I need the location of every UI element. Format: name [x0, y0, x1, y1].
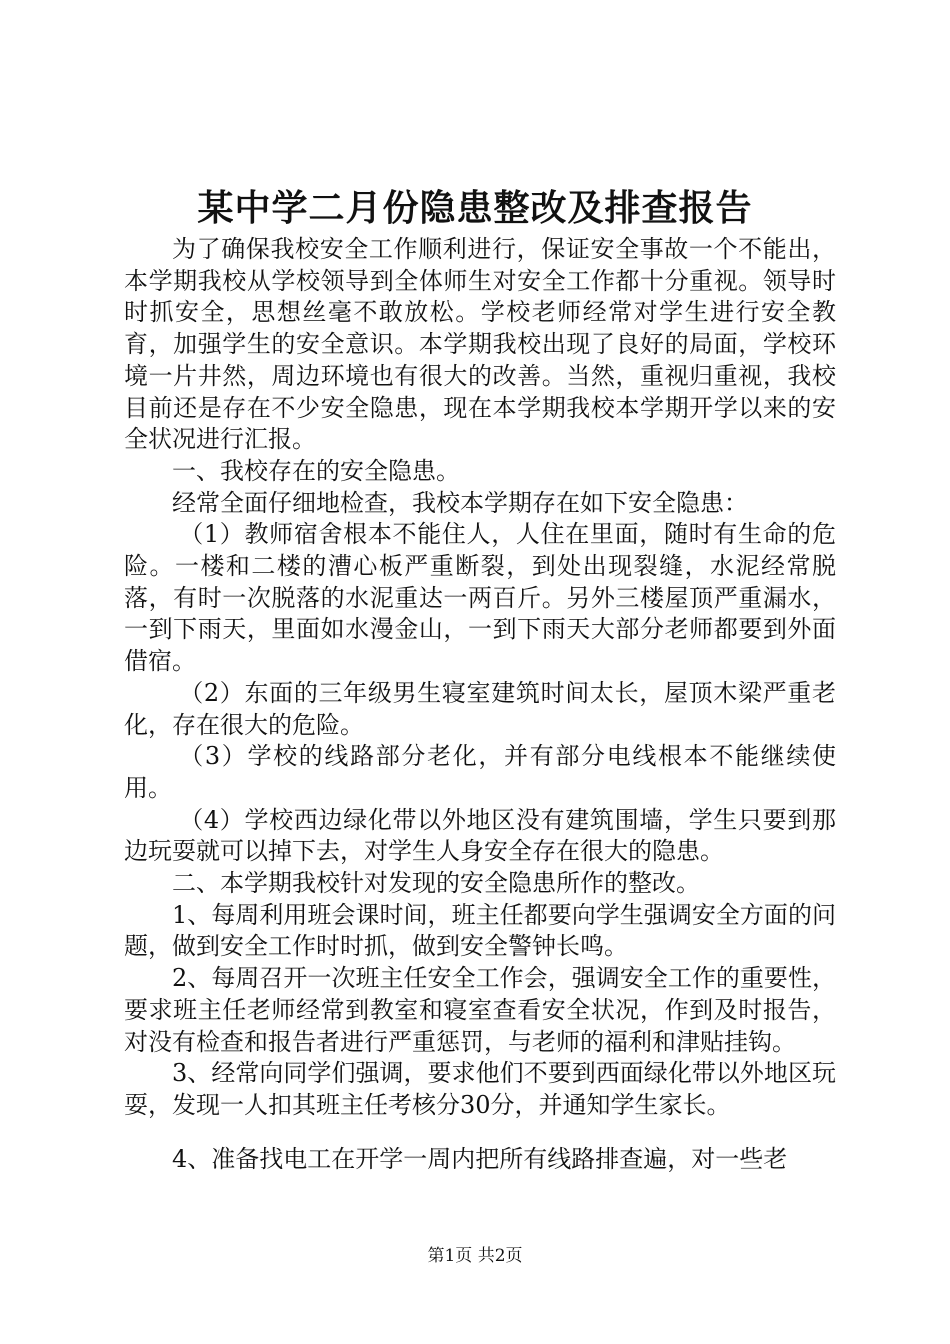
page-footer: 第1页 共2页 — [427, 1246, 523, 1266]
section-heading-hazards: 一、我校存在的安全隐患。 — [172, 456, 460, 485]
rectification-item-2: 2、每周召开一次班主任安全工作会，强调安全工作的重要性，要求班主任老师经常到教室和寝室查看安全状况，作到及时报告，对没有检查和报告者进行严重惩罚，与老师的福利和津贴挂钩。 — [124, 964, 836, 1056]
paragraph-intro: 为了确保我校安全工作顺利进行，保证安全事故一个不能出，本学期我校从学校领导到全体师生对安全工作都十分重视。领导时时抓安全，思想丝毫不敢放松。学校老师经常对学生进行安全教育，加强学生的安全意识。本学期我校出现了良好的局面，学校环境一片井然，周边环境也有很大的改善。当然，重视归重视，我校目前还是存在不少安全隐患，现在本学期我校本学期开学以来的安全状况进行汇报。 — [124, 235, 836, 454]
hazard-item-3: （3）学校的线路部分老化，并有部分电线根本不能继续使用。 — [124, 742, 836, 802]
document-body — [124, 234, 836, 1175]
hazard-item-1: （1）教师宿舍根本不能住人，人住在里面，随时有生命的危险。一楼和二楼的漕心板严重断裂，到处出现裂缝，水泥经常脱落，有时一次脱落的水泥重达一两百斤。另外三楼屋顶严重漏水，一到下雨天，里面如水漫金山，一到下雨天大部分老师都要到外面借宿。 — [124, 520, 836, 676]
paragraph-spacer — [124, 1122, 836, 1144]
section-heading-rectification: 二、本学期我校针对发现的安全隐患所作的整改。 — [172, 869, 700, 898]
rectification-item-3: 3、经常向同学们强调，要求他们不要到西面绿化带以外地区玩耍，发现一人扣其班主任考核分30分，并通知学生家长。 — [124, 1059, 836, 1119]
rectification-item-4: 4、准备找电工在开学一周内把所有线路排查遍，对一些老 — [172, 1144, 788, 1173]
rectification-item-1: 1、每周利用班会课时间，班主任都要向学生强调安全方面的问题，做到安全工作时时抓，做到安全警钟长鸣。 — [124, 900, 836, 961]
paragraph-inspection: 经常全面仔细地检查，我校本学期存在如下安全隐患： — [172, 488, 748, 517]
hazard-item-2: （2）东面的三年级男生寝室建筑时间太长，屋顶木梁严重老化，存在很大的危险。 — [124, 678, 836, 739]
document-title: 某中学二月份隐患整改及排查报告 — [197, 187, 753, 229]
hazard-item-4: （4）学校西边绿化带以外地区没有建筑围墙，学生只要到那边玩耍就可以掉下去，对学生人身安全存在很大的隐患。 — [124, 805, 836, 866]
